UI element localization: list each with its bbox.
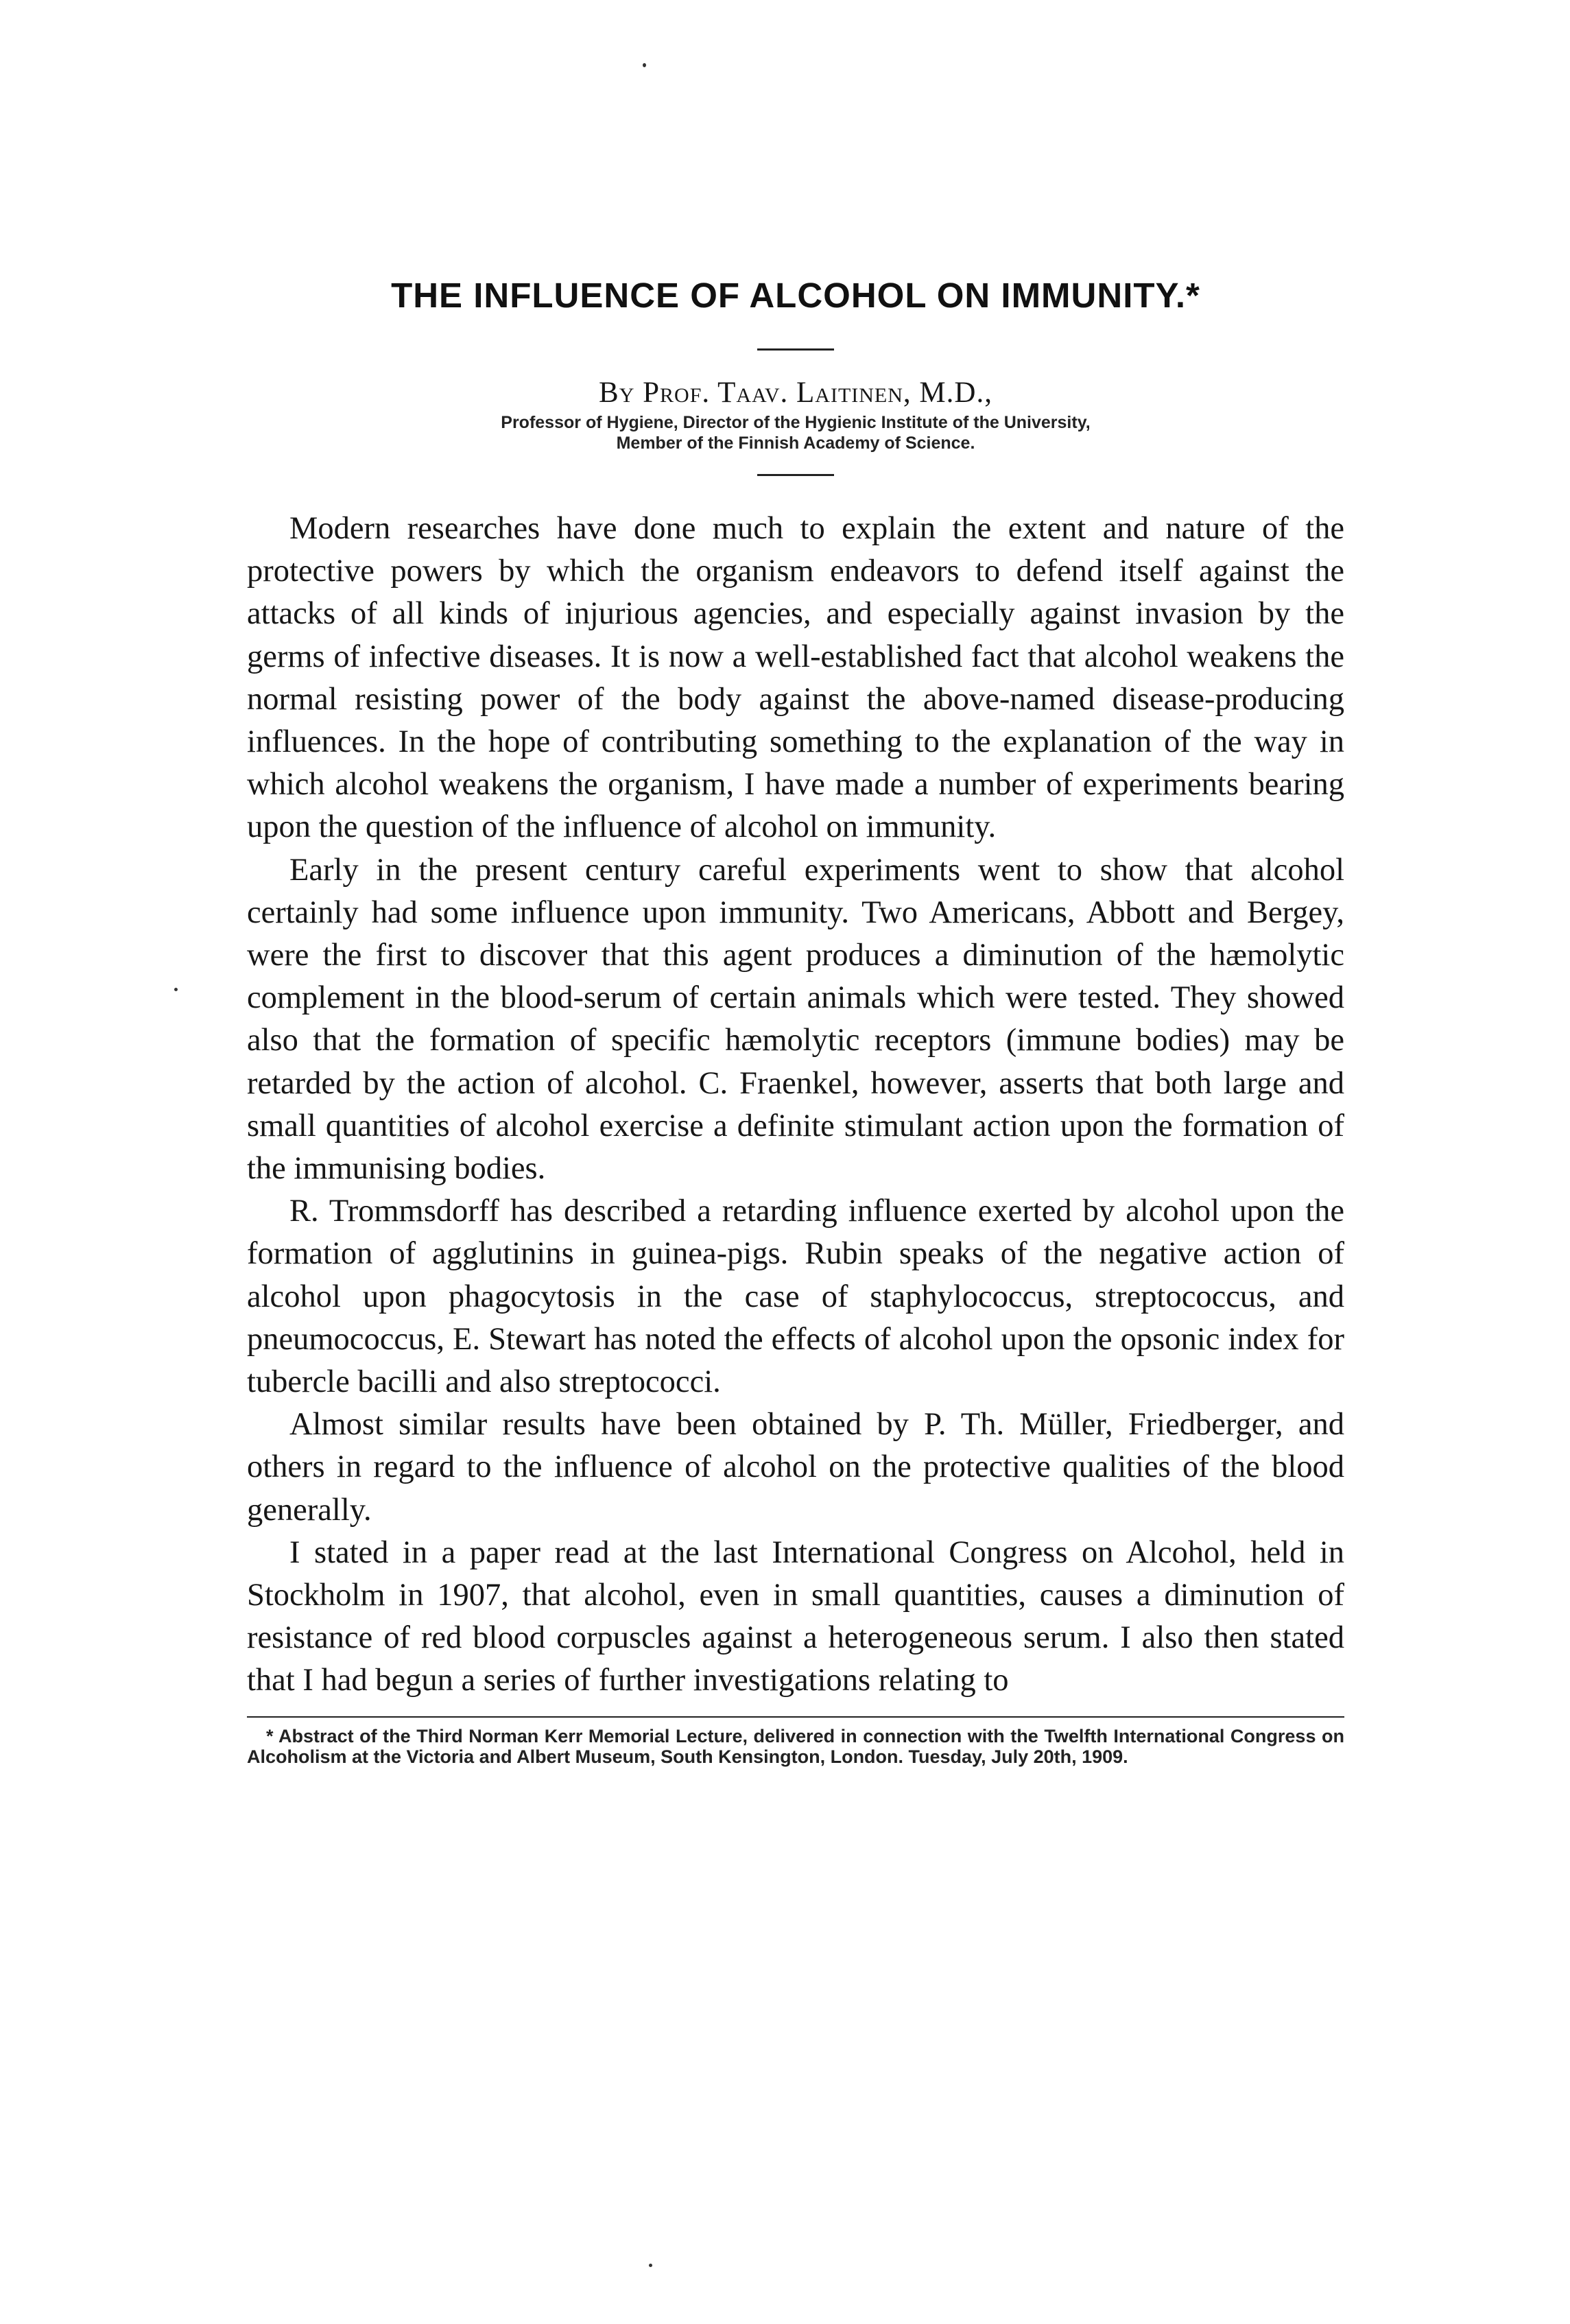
footnote-divider — [247, 1716, 1344, 1718]
article-body — [247, 508, 1344, 1703]
article-title: THE INFLUENCE OF ALCOHOL ON IMMUNITY.* — [391, 276, 1200, 315]
footnote: * Abstract of the Third Norman Kerr Memorial Lecture, delivered in connection with the Twelfth International Congress on Alcoholism at the Victoria and Albert Museum, South Kensington, London. Tuesday, July 20th, 1909. — [247, 1725, 1344, 1767]
scan-speck — [643, 63, 646, 67]
author-byline: By Prof. Taav. Laitinen, M.D., — [599, 377, 992, 409]
body-paragraph: I stated in a paper read at the last International Congress on Alcohol, held in Stockholm in 1907, that alcohol, even in small quantities, causes a diminution of resistance of red blood corpuscles against a heterogeneous serum. I also then stated that I had begun a series of further investigations relating to — [247, 1534, 1344, 1698]
body-paragraph: Modern researches have done much to explain the extent and nature of the protective powers by which the organism endeavors to defend itself against the attacks of all kinds of injurious agencies, and especially against invasion by the germs of infective diseases. It is now a well-established fact that alcohol weakens the normal resisting power of the body against the above-named disease-producing influences. In the hope of contributing something to the explanation of the way in which alcohol weakens the organism, I have made a number of experiments bearing upon the question of the influence of alcohol on immunity. — [247, 511, 1344, 845]
document-page — [247, 274, 1344, 1767]
body-paragraph: Almost similar results have been obtained by P. Th. Müller, Friedberger, and others in regard to the influence of alcohol on the protective qualities of the blood generally. — [247, 1407, 1344, 1528]
body-paragraph: R. Trommsdorff has described a retarding influence exerted by alcohol upon the formation of agglutinins in guinea-pigs. Rubin speaks of the negative action of alcohol upon phagocytosis in the case of staphylococcus, streptococcus, and pneumococcus, E. Stewart has noted the effects of alcohol upon the opsonic index for tubercle bacilli and also streptococci. — [247, 1194, 1344, 1400]
scan-speck — [649, 2264, 652, 2267]
author-affiliation-line2: Member of the Finnish Academy of Science. — [616, 434, 975, 453]
title-divider — [757, 348, 834, 351]
scan-speck — [174, 988, 178, 991]
body-paragraph: Early in the present century careful experiments went to show that alcohol certainly had some influence upon immunity. Two Americans, Abbott and Bergey, were the first to discover that this agent produces a diminution of the hæmolytic complement in the blood-serum of certain animals which were tested. They showed also that the formation of specific hæmolytic receptors (immune bodies) may be retarded by the action of alcohol. C. Fraenkel, however, asserts that both large and small quantities of alcohol exercise a definite stimulant action upon the formation of the immunising bodies. — [247, 852, 1344, 1187]
author-affiliation-line1: Professor of Hygiene, Director of the Hygienic Institute of the University, — [501, 413, 1091, 432]
byline-divider — [757, 474, 834, 476]
